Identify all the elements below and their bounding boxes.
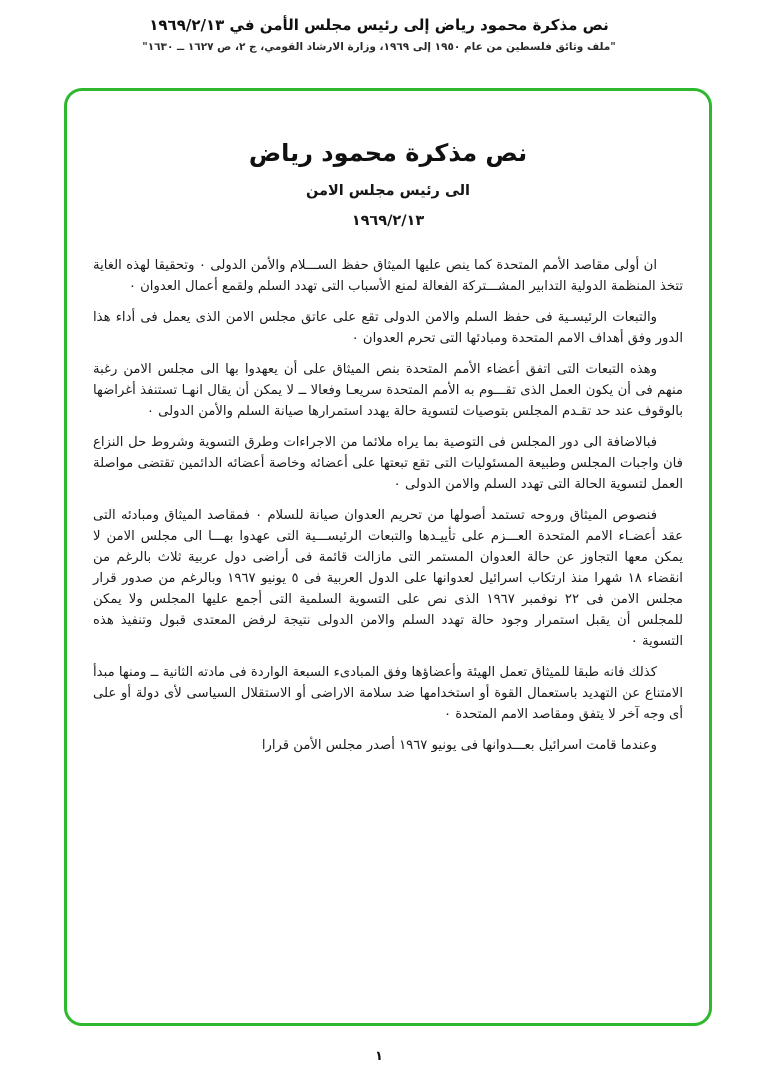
- memo-date: ١٩٦٩/٢/١٣: [351, 213, 425, 229]
- paragraph-6: كذلك فانه طبقا للميثاق تعمل الهيئة وأعضاؤها وفق المبادىء السبعة الواردة فى مادته الثانية ــ ومنها مبدأ الامتناع عن التهديد باستعمال القوة أو استخدامها ضد سلامة الاراضى أو الاستقلال السياسى لأى دولة أو على أى وجه آخر لا يتفق ومقاصد الامم المتحدة ۰: [93, 665, 683, 722]
- memo-body: [93, 255, 683, 756]
- paragraph-1: ان أولى مقاصد الأمم المتحدة كما ينص عليها الميثاق حفظ الســـلام والأمن الدولى ۰ وتحقيقا لهذه الغاية تتخذ المنظمة الدولية التدابير المشـــتركة الفعالة لمنع الأسباب التى تهدد السلم ولقمع أعمال العدوان ۰: [93, 258, 683, 294]
- paragraph-4: فبالاضافة الى دور المجلس فى التوصية بما يراه ملائما من الاجراءات وطرق التسوية وشروط حل النزاع فان واجبات المجلس وطبيعة المسئوليات التى تقع تبعتها على أعضائه وخاصة أعضائه الدائمين تقتضى مواصلة العمل لتسوية الحالة التى تهدد السلم والامن الدولى ۰: [93, 435, 683, 492]
- header-source-citation: "ملف وثائق فلسطين من عام ١٩٥٠ إلى ١٩٦٩، وزارة الارشاد القومي، ج ٢، ص ١٦٢٧ ــ ١٦٣٠": [142, 41, 616, 53]
- page-number: ١: [375, 1049, 383, 1064]
- memo-title: نص مذكرة محمود رياض: [248, 139, 528, 167]
- paragraph-3: وهذه التبعات التى اتفق أعضاء الأمم المتحدة بنص الميثاق على أن يعهدوا بها الى مجلس الامن رغبة منهم فى أن يكون العمل الذى تقـــوم به الأمم المتحدة سريعـا وفعالا ــ لا يمكن أن يقال انهـا تستنفذ أغراضها بالوقوف عند حد تقـدم المجلس بتوصيات لتسوية حالة يهدد استمرارها صيانة السلم والأمن الدولى ۰: [93, 362, 683, 419]
- document-header: [0, 0, 758, 53]
- paragraph-2: والتبعات الرئيسـية فى حفظ السلم والامن الدولى تقع على عاتق مجلس الامن الذى يعمل فى أداء هذا الدور وفق أهداف الامم المتحدة ومبادئها التى تحرم العدوان ۰: [93, 310, 683, 346]
- document-frame: [64, 88, 712, 1026]
- paragraph-7: وعندما قامت اسرائيل بعـــدوانها فى يونيو ١٩٦٧ أصدر مجلس الأمن قرارا: [261, 738, 657, 753]
- memo-addressee: الى رئيس مجلس الامن: [305, 183, 471, 199]
- paragraph-5: فنصوص الميثاق وروحه تستمد أصولها من تحريم العدوان صيانة للسلام ۰ فمقاصد الميثاق ومبادئه التى عقد أعضـاء الامم المتحدة العـــزم على تأييـدها والتبعات الرئيســـية التى عهدوا بهـــا الى مجلس الامن لا يمكن معها التجاوز عن حالة العدوان المستمر التى مازالت قائمة فى أراضى دول عربية ثلاث بالرغم من انقضاء ١٨ شهرا منذ ارتكاب اسرائيل لعدوانها على الدول العربية فى ٥ يونيو ١٩٦٧ وبالرغم من صدور قرار مجلس الامن فى ٢٢ نوفمبر ١٩٦٧ الذى نص على التسوية السلمية التى أجمع عليها المجلس ولا يمكن للمجلس أن يقبل استمرار وجود حالة تهدد السلم والامن الدولى نتيجة لرفض المعتدى قبول وتنفيذ هذه التسوية ۰: [93, 508, 683, 649]
- header-title: نص مذكرة محمود رياض إلى رئيس مجلس الأمن في ١٩٦٩/٢/١٣: [149, 16, 609, 34]
